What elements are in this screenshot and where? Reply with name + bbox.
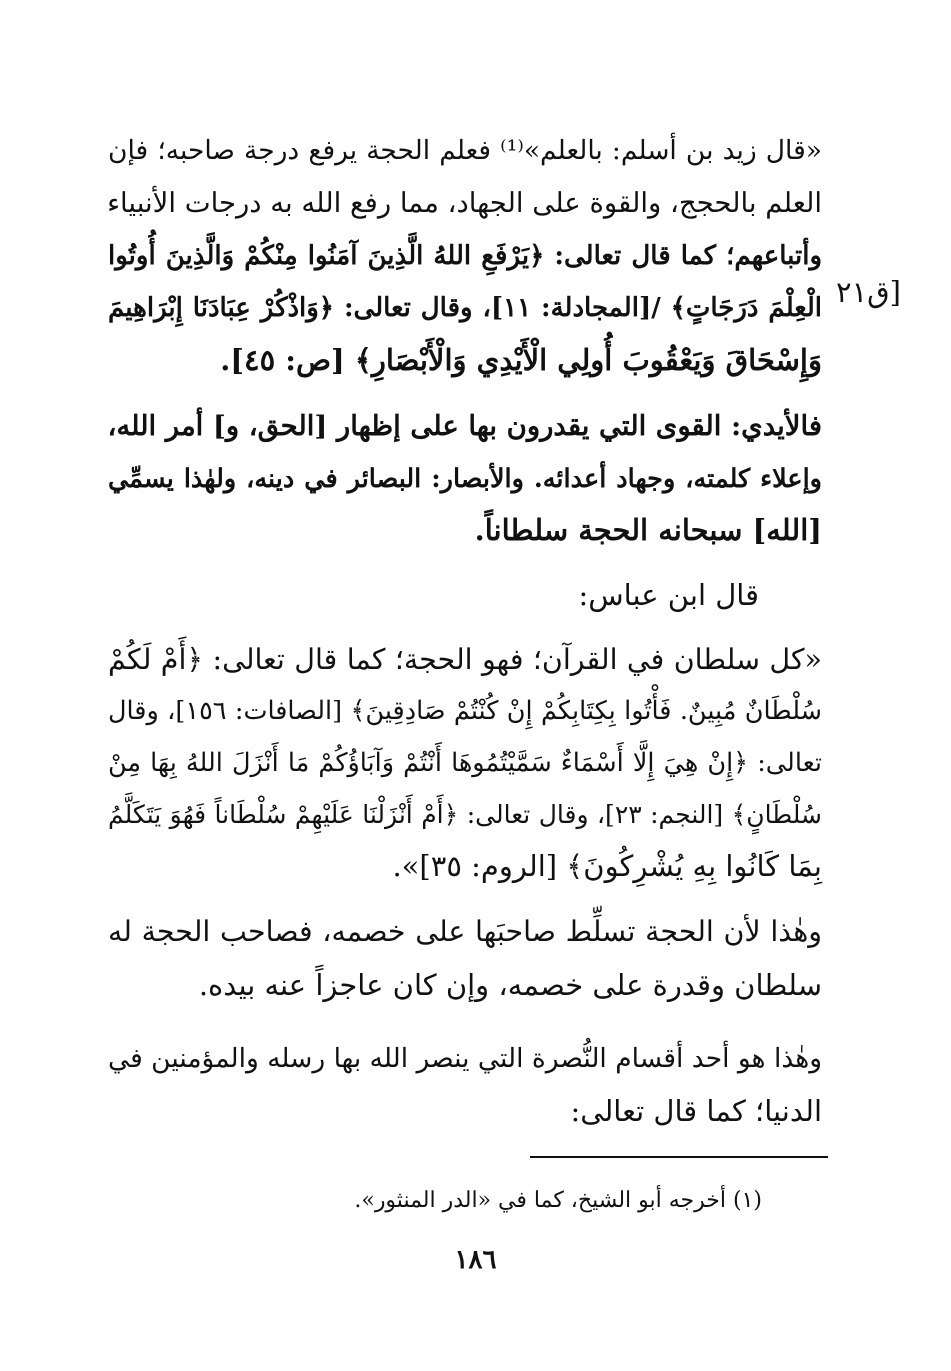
text-line: بِمَا كَانُوا بِهِ يُشْرِكُونَ﴾ [الروم: ٣٥]».	[392, 849, 822, 883]
text-line: الدنيا؛ كما قال تعالى:	[570, 1094, 822, 1128]
manuscript-folio-marker: [ق٢١	[836, 275, 901, 309]
text-line: سُلْطَانٍ﴾ [النجم: ٢٣]، وقال تعالى: ﴿أَمْ أَنْزَلْنَا عَلَيْهِمْ سُلْطَاناً فَهُوَ يَتَكَلَّمُ	[108, 800, 823, 829]
text-line: وهٰذا لأن الحجة تسلِّط صاحبَها على خصمه، فصاحب الحجة له	[108, 915, 822, 948]
text-line: سلطان وقدرة على خصمه، وإن كان عاجزاً عنه بيده.	[198, 968, 822, 1002]
text-line: وأتباعهم؛ كما قال تعالى: ﴿يَرْفَعِ اللهُ الَّذِينَ آمَنُوا مِنْكُمْ وَالَّذِينَ أُوتُوا	[108, 241, 822, 271]
text-line: وإعلاء كلمته، وجهاد أعدائه. والأبصار: البصائر في دينه، ولهٰذا يسمِّي	[108, 464, 822, 494]
page-number: ١٨٦	[454, 1245, 497, 1275]
text-line: وَإِسْحَاقَ وَيَعْقُوبَ أُولِي الْأَيْدِي وَالْأَبْصَارِ﴾ [ص: ٤٥].	[220, 343, 822, 377]
footnote: (١) أخرجه أبو الشيخ، كما في «الدر المنثور».	[354, 1188, 762, 1213]
text-line: «كل سلطان في القرآن؛ فهو الحجة؛ كما قال تعالى: ﴿أَمْ لَكُمْ	[108, 643, 822, 676]
text-line: فالأيدي: القوى التي يقدرون بها على إظهار [الحق، و] أمر الله،	[107, 410, 822, 442]
text-line: الْعِلْمَ دَرَجَاتٍ﴾ /[المجادلة: ١١]، وقال تعالى: ﴿وَاذْكُرْ عِبَادَنَا إِبْرَاهِيمَ	[108, 293, 822, 323]
text-line: تعالى: ﴿إِنْ هِيَ إِلَّا أَسْمَاءٌ سَمَّيْتُمُوهَا أَنْتُمْ وَآبَاؤُكُمْ مَا أَنْزَلَ اللهُ بِهَا مِنْ	[108, 748, 822, 778]
text-line: قال ابن عباس:	[578, 578, 759, 612]
text-line: وهٰذا هو أحد أقسام النُّصرة التي ينصر الله بها رسله والمؤمنين في	[107, 1043, 822, 1074]
text-line: [الله] سبحانه الحجة سلطاناً.	[474, 513, 822, 547]
text-line: «قال زيد بن أسلم: بالعلم»⁽¹⁾ فعلم الحجة يرفع درجة صاحبه؛ فإن	[108, 135, 822, 166]
text-line: سُلْطَانٌ مُبِينٌ. فَأْتُوا بِكِتَابِكُمْ إِنْ كُنْتُمْ صَادِقِينَ﴾ [الصافات: ١٥٦]، وقال	[108, 696, 823, 726]
text-line: العلم بالحجج، والقوة على الجهاد، مما رفع الله به درجات الأنبياء	[107, 187, 822, 219]
footnote-divider	[530, 1156, 828, 1158]
